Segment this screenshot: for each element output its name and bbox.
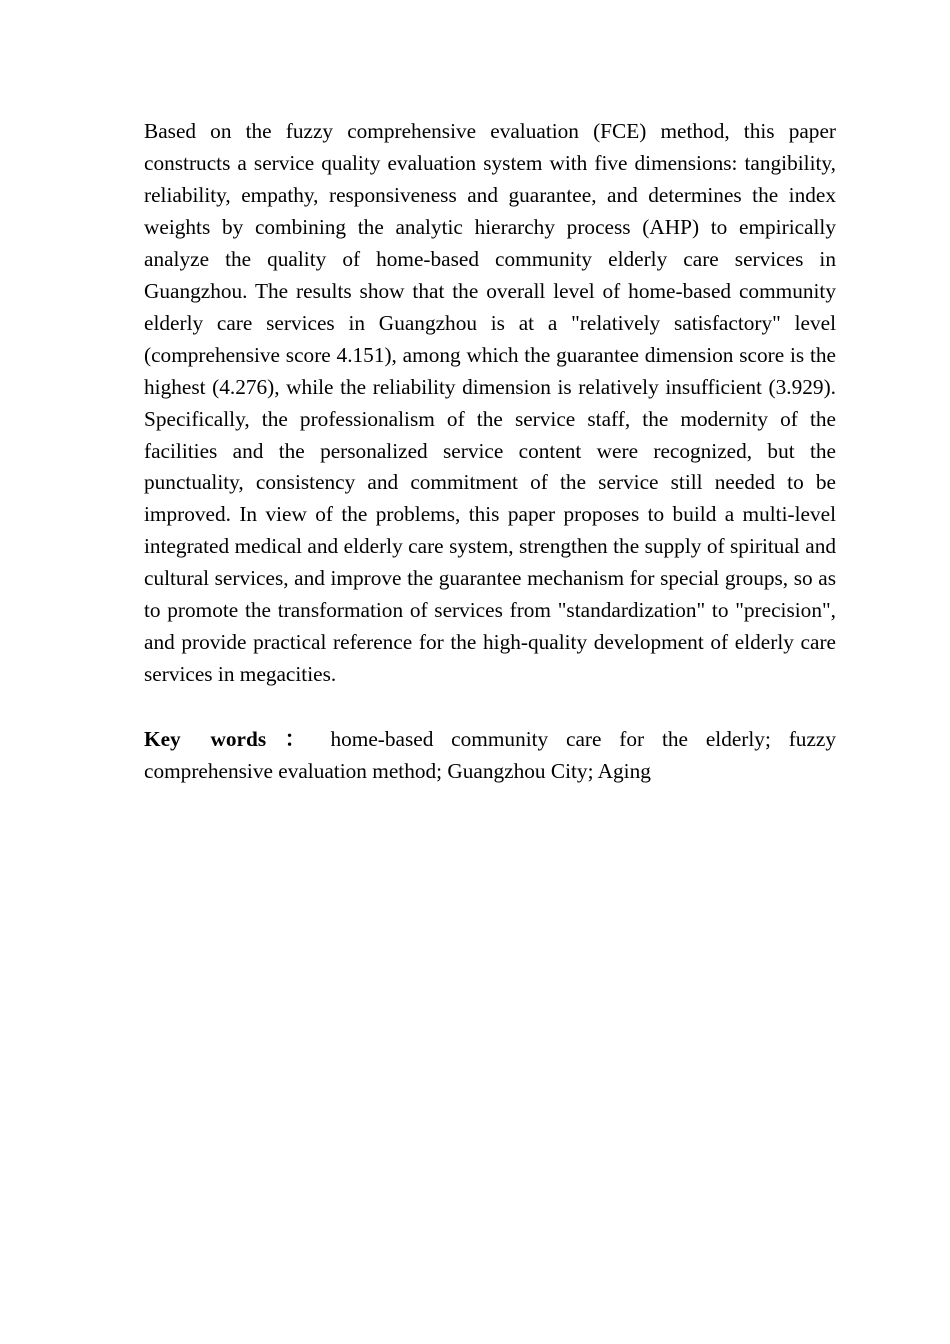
abstract-paragraph: Based on the fuzzy comprehensive evaluation (FCE) method, this paper constructs a service quality evaluation system with five dimensions: tangibility, reliability, empathy, responsiveness and guarantee, and determines the index weights by combining the analytic hierarchy process (AHP) to empirically analyze the quality of home-based community elderly care services in Guangzhou. The results show that the overall level of home-based community elderly care services in Guangzhou is at a "relatively satisfactory" level (comprehensive score 4.151), among which the guarantee dimension score is the highest (4.276), while the reliability dimension is relatively insufficient (3.929). Specifically, the professionalism of the service staff, the modernity of the facilities and the personalized service content were recognized, but the punctuality, consistency and commitment of the service still needed to be improved. In view of the problems, this paper proposes to build a multi-level integrated medical and elderly care system, strengthen the supply of spiritual and cultural services, and improve the guarantee mechanism for special groups, so as to promote the transformation of services from "standardization" to "precision", and provide practical reference for the high-quality development of elderly care services in megacities. xyxy=(144,119,836,687)
keywords-paragraph xyxy=(144,724,836,788)
keywords-label: Key words xyxy=(144,727,267,752)
keywords-separator: ： xyxy=(272,727,319,752)
keywords-text: home-based community care for the elderly; fuzzy comprehensive evaluation method; Guangzhou City; Aging xyxy=(144,727,836,784)
abstract-section xyxy=(144,116,836,788)
